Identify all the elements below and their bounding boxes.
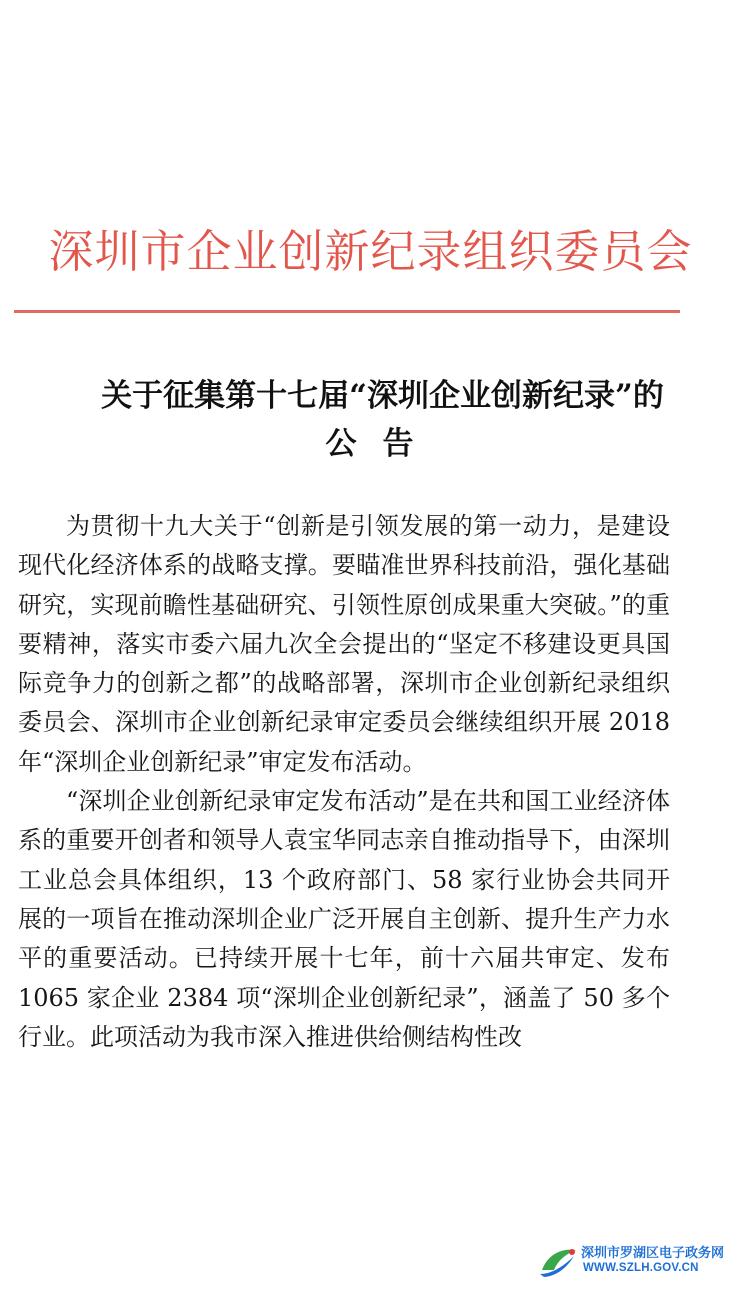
letterhead-divider <box>14 310 680 313</box>
body-paragraph-2: “深圳企业创新纪录审定发布活动”是在共和国工业经济体系的重要开创者和领导人袁宝华同志亲自推动指导下，由深圳工业总会具体组织，13 个政府部门、58 家行业协会共同开展的一项旨在推动深圳企业广泛开展自主创新、提升生产力水平的重要活动。已持续开展十七年，前十六届共审定、发布 1065 家企业 2384 项“深圳企业创新纪录”，涵盖了 50 多个行业。此项活动为我市深入推进供给侧结构性改 <box>18 787 670 1051</box>
watermark-url: WWW.SZLH.GOV.CN <box>583 1262 699 1274</box>
body-paragraph-1: 为贯彻十九大关于“创新是引领发展的第一动力，是建设现代化经济体系的战略支撑。要瞄准世界科技前沿，强化基础研究，实现前瞻性基础研究、引领性原创成果重大突破。”的重要精神，落实市委六届九次全会提出的“坚定不移建设更具国际竞争力的创新之都”的战略部署，深圳市企业创新纪录组织委员会、深圳市企业创新纪录审定委员会继续组织开展 2018 年“深圳企业创新纪录”审定发布活动。 <box>18 512 670 776</box>
watermark-site-name: 深圳市罗湖区电子政务网 <box>581 1246 725 1261</box>
site-watermark <box>538 1240 738 1284</box>
site-logo-icon <box>538 1244 580 1278</box>
letterhead-org-name: 深圳市企业创新纪录组织委员会 <box>48 225 693 278</box>
notice-body <box>18 507 670 1057</box>
notice-title-line1: 关于征集第十七届“深圳企业创新纪录”的 <box>101 378 664 414</box>
notice-title-line2: 公告 <box>325 426 440 462</box>
